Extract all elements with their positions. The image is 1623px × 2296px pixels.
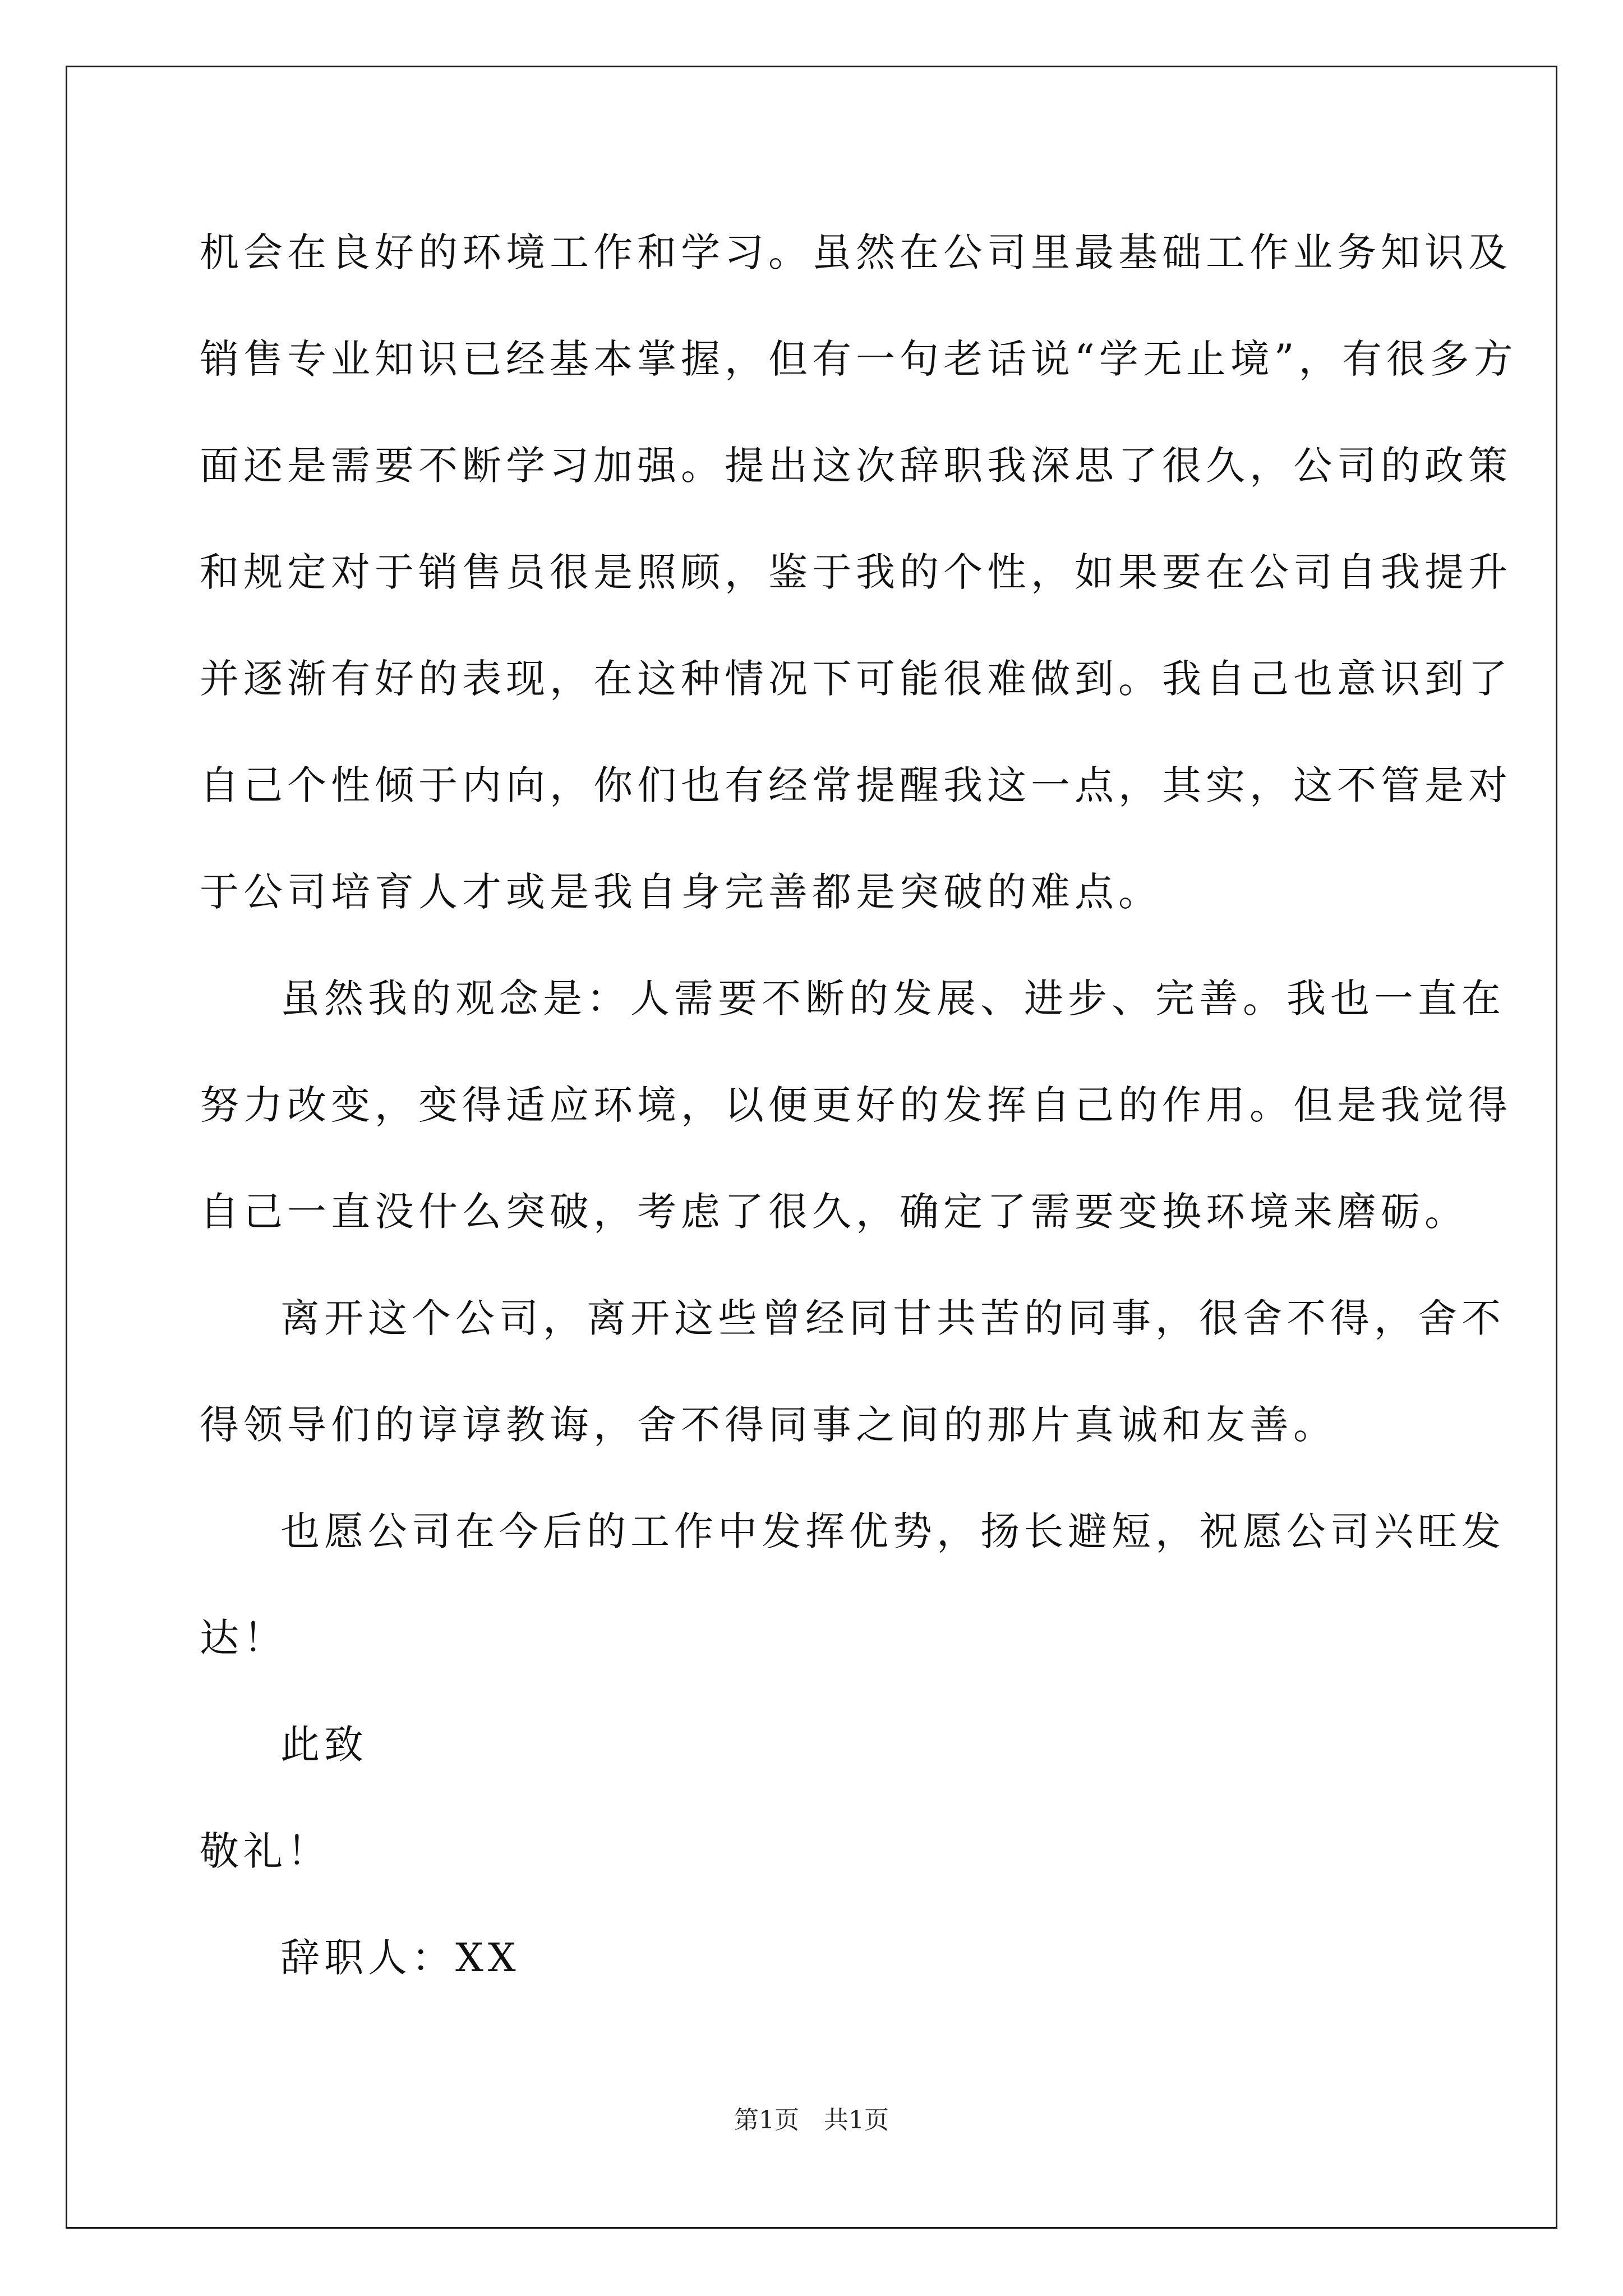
page-number-footer: 第1页 共1页 bbox=[734, 2106, 889, 2134]
body-line-11: 离开这个公司，离开这些曾经同甘共苦的同事，很舍不得，舍不 bbox=[280, 1295, 1505, 1341]
body-line-5: 并逐渐有好的表现，在这种情况下可能很难做到。我自己也意识到了 bbox=[200, 656, 1512, 702]
body-line-3: 面还是需要不断学习加强。提出这次辞职我深思了很久，公司的政策 bbox=[200, 443, 1512, 489]
body-line-10: 自己一直没什么突破，考虑了很久，确定了需要变换环境来磨砺。 bbox=[200, 1189, 1468, 1235]
body-line-7: 于公司培育人才或是我自身完善都是突破的难点。 bbox=[200, 869, 1162, 915]
body-line-13: 也愿公司在今后的工作中发挥优势，扬长避短，祝愿公司兴旺发 bbox=[280, 1508, 1505, 1554]
body-line-4: 和规定对于销售员很是照顾，鉴于我的个性，如果要在公司自我提升 bbox=[200, 549, 1512, 595]
body-line-1: 机会在良好的环境工作和学习。虽然在公司里最基础工作业务知识及 bbox=[200, 229, 1512, 275]
page-border bbox=[66, 66, 1557, 2229]
closing-regards: 敬礼！ bbox=[200, 1828, 331, 1874]
signature-line: 辞职人：XX bbox=[280, 1935, 520, 1981]
body-line-8: 虽然我的观念是：人需要不断的发展、进步、完善。我也一直在 bbox=[280, 976, 1505, 1022]
body-line-14: 达！ bbox=[200, 1615, 287, 1661]
closing-salutation: 此致 bbox=[280, 1722, 368, 1768]
body-line-6: 自己个性倾于内向，你们也有经常提醒我这一点，其实，这不管是对 bbox=[200, 762, 1512, 808]
body-line-2: 销售专业知识已经基本掌握，但有一句老话说“学无止境”，有很多方 bbox=[200, 336, 1518, 382]
body-line-9: 努力改变，变得适应环境，以便更好的发挥自己的作用。但是我觉得 bbox=[200, 1082, 1512, 1128]
body-line-12: 得领导们的谆谆教诲，舍不得同事之间的那片真诚和友善。 bbox=[200, 1402, 1337, 1448]
